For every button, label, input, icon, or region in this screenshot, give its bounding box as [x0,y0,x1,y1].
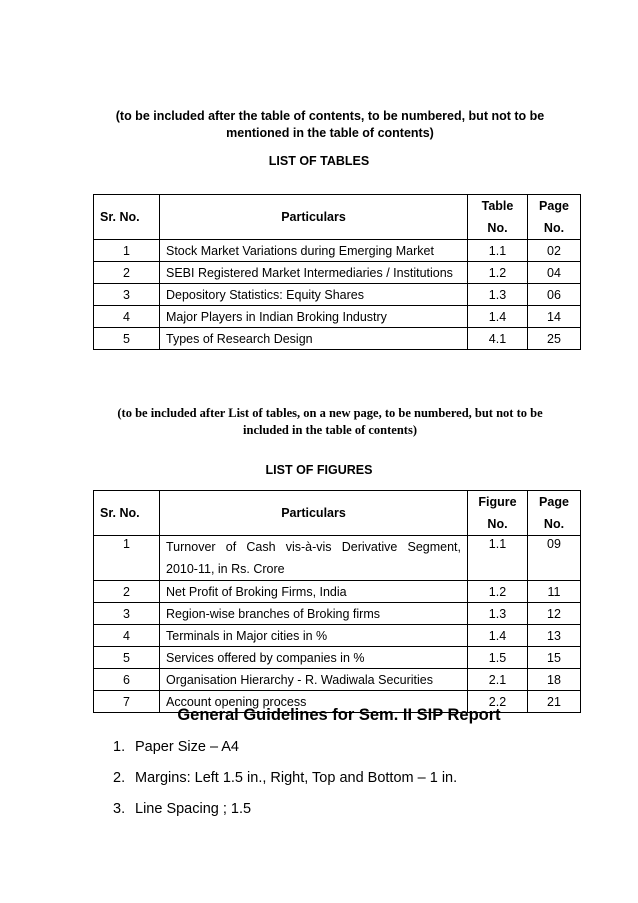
figure-row: 4 Terminals in Major cities in % 1.4 13 [94,625,581,647]
list-of-tables-title: LIST OF TABLES [268,154,370,168]
list-of-tables [93,194,581,350]
header-sr-no: Sr. No. [94,491,160,536]
table-row: 2 SEBI Registered Market Intermediaries / Institutions 1.2 04 [94,262,581,284]
figure-row: 7 Account opening process 2.2 21 [94,691,581,713]
table-row: 5 Types of Research Design 4.1 25 [94,328,581,350]
figure-row: 3 Region-wise branches of Broking firms 1.3 12 [94,603,581,625]
header-table-no: Table No. [468,195,528,240]
header-page-no: Page No. [528,491,581,536]
figure-row: 2 Net Profit of Broking Firms, India 1.2 11 [94,581,581,603]
list-of-figures [93,490,581,713]
header-particulars: Particulars [160,195,468,240]
guidelines-list [113,737,457,830]
figure-row: 1 Turnover of Cash vis-à-vis Derivative Segment, 2010-11, in Rs. Crore 1.1 09 [94,536,581,581]
table-row: 4 Major Players in Indian Broking Industry 1.4 14 [94,306,581,328]
tables-placement-note: (to be included after the table of contents, to be numbered, but not to be mentioned in the table of contents) [115,109,545,140]
guidelines-title: General Guidelines for Sem. II SIP Report [177,706,501,724]
header-sr-no: Sr. No. [94,195,160,240]
table-row: 3 Depository Statistics: Equity Shares 1.3 06 [94,284,581,306]
list-item: 1. Paper Size – A4 [113,739,239,755]
header-figure-no: Figure No. [468,491,528,536]
list-of-figures-title: LIST OF FIGURES [265,463,373,477]
list-item: 2. Margins: Left 1.5 in., Right, Top and Bottom – 1 in. [113,770,458,786]
figures-placement-note: (to be included after List of tables, on a new page, to be numbered, but not to be included in the table of contents) [117,406,543,437]
figure-row: 5 Services offered by companies in % 1.5 15 [94,647,581,669]
header-particulars: Particulars [160,491,468,536]
header-page-no: Page No. [528,195,581,240]
figure-header-row [94,491,581,536]
table-row: 1 Stock Market Variations during Emerging Market 1.1 02 [94,240,581,262]
figure-row: 6 Organisation Hierarchy - R. Wadiwala Securities 2.1 18 [94,669,581,691]
list-item: 3. Line Spacing ; 1.5 [113,801,252,817]
table-header-row [94,195,581,240]
